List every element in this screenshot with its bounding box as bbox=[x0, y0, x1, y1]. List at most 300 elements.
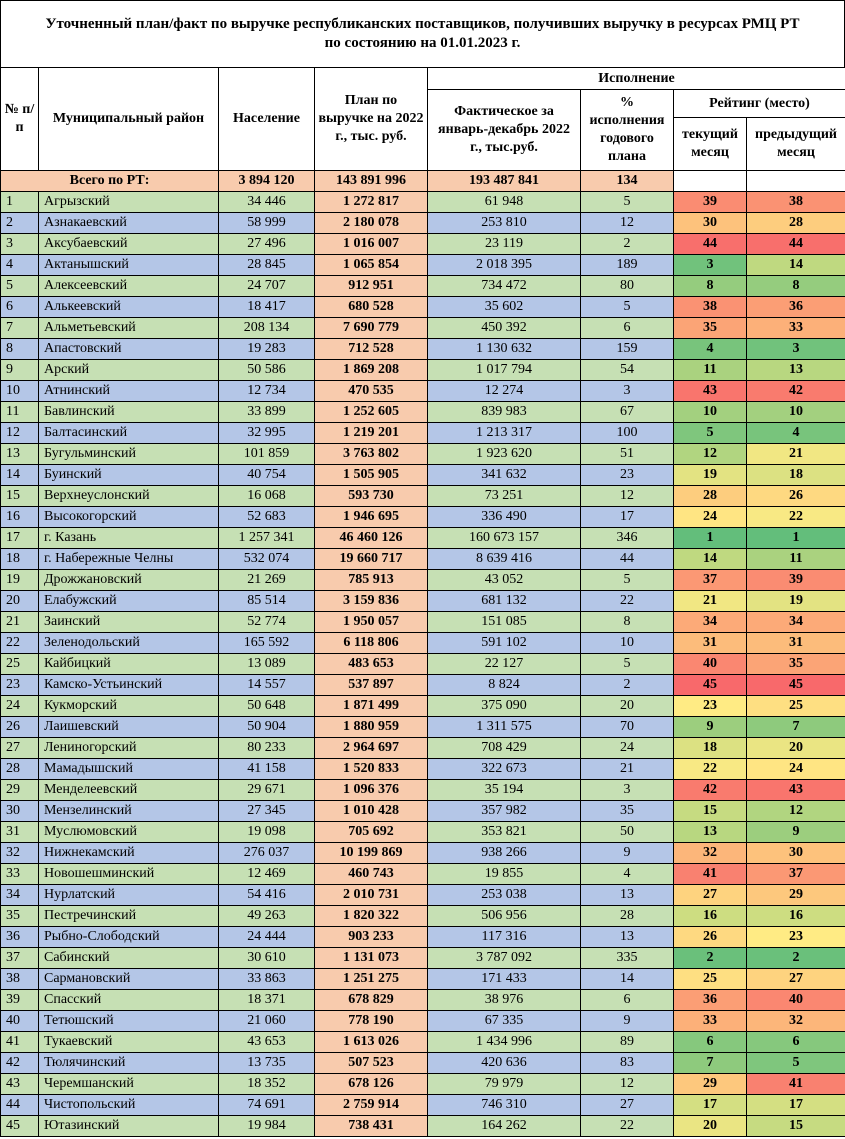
row-number: 1 bbox=[1, 192, 39, 213]
previous-rank-cell: 4 bbox=[747, 423, 845, 444]
previous-rank-cell: 15 bbox=[747, 1116, 845, 1137]
table-row bbox=[1, 927, 845, 948]
percent-cell: 28 bbox=[581, 906, 674, 927]
table-row bbox=[1, 948, 845, 969]
plan-cell: 678 126 bbox=[315, 1074, 428, 1095]
table-row bbox=[1, 570, 845, 591]
total-previous-rank bbox=[747, 171, 845, 192]
current-rank-cell: 7 bbox=[674, 1053, 747, 1074]
previous-rank-cell: 19 bbox=[747, 591, 845, 612]
population-cell: 27 345 bbox=[219, 801, 315, 822]
plan-cell: 10 199 869 bbox=[315, 843, 428, 864]
report-title bbox=[0, 0, 845, 68]
percent-cell: 189 bbox=[581, 255, 674, 276]
table-row bbox=[1, 381, 845, 402]
population-cell: 34 446 bbox=[219, 192, 315, 213]
district-name: г. Набережные Челны bbox=[39, 549, 219, 570]
percent-cell: 8 bbox=[581, 612, 674, 633]
plan-cell: 46 460 126 bbox=[315, 528, 428, 549]
previous-rank-cell: 27 bbox=[747, 969, 845, 990]
population-cell: 21 269 bbox=[219, 570, 315, 591]
percent-cell: 89 bbox=[581, 1032, 674, 1053]
percent-cell: 13 bbox=[581, 885, 674, 906]
percent-cell: 12 bbox=[581, 213, 674, 234]
current-rank-cell: 2 bbox=[674, 948, 747, 969]
previous-rank-cell: 20 bbox=[747, 738, 845, 759]
fact-cell: 322 673 bbox=[428, 759, 581, 780]
population-cell: 54 416 bbox=[219, 885, 315, 906]
row-number: 44 bbox=[1, 1095, 39, 1116]
percent-cell: 9 bbox=[581, 1011, 674, 1032]
previous-rank-cell: 11 bbox=[747, 549, 845, 570]
current-rank-cell: 14 bbox=[674, 549, 747, 570]
plan-cell: 1 252 605 bbox=[315, 402, 428, 423]
revenue-table bbox=[0, 67, 845, 1137]
percent-cell: 22 bbox=[581, 591, 674, 612]
fact-cell: 8 824 bbox=[428, 675, 581, 696]
population-cell: 29 671 bbox=[219, 780, 315, 801]
row-number: 32 bbox=[1, 843, 39, 864]
current-rank-cell: 29 bbox=[674, 1074, 747, 1095]
fact-cell: 160 673 157 bbox=[428, 528, 581, 549]
plan-cell: 7 690 779 bbox=[315, 318, 428, 339]
current-rank-cell: 23 bbox=[674, 696, 747, 717]
plan-cell: 2 180 078 bbox=[315, 213, 428, 234]
population-cell: 19 098 bbox=[219, 822, 315, 843]
district-name: Мензелинский bbox=[39, 801, 219, 822]
previous-rank-cell: 45 bbox=[747, 675, 845, 696]
table-row bbox=[1, 885, 845, 906]
previous-rank-cell: 38 bbox=[747, 192, 845, 213]
row-number: 27 bbox=[1, 738, 39, 759]
previous-rank-cell: 23 bbox=[747, 927, 845, 948]
district-name: Камско-Устьинский bbox=[39, 675, 219, 696]
district-name: Балтасинский bbox=[39, 423, 219, 444]
row-number: 12 bbox=[1, 423, 39, 444]
row-number: 17 bbox=[1, 528, 39, 549]
table-row bbox=[1, 969, 845, 990]
row-number: 16 bbox=[1, 507, 39, 528]
row-number: 30 bbox=[1, 801, 39, 822]
previous-rank-cell: 40 bbox=[747, 990, 845, 1011]
table-row bbox=[1, 1095, 845, 1116]
table-row bbox=[1, 402, 845, 423]
percent-cell: 51 bbox=[581, 444, 674, 465]
current-rank-cell: 6 bbox=[674, 1032, 747, 1053]
current-rank-cell: 8 bbox=[674, 276, 747, 297]
district-name: Лаишевский bbox=[39, 717, 219, 738]
population-cell: 52 683 bbox=[219, 507, 315, 528]
table-row bbox=[1, 1074, 845, 1095]
district-name: Менделеевский bbox=[39, 780, 219, 801]
row-number: 29 bbox=[1, 780, 39, 801]
district-name: Сабинский bbox=[39, 948, 219, 969]
population-cell: 101 859 bbox=[219, 444, 315, 465]
table-row bbox=[1, 423, 845, 444]
population-cell: 50 648 bbox=[219, 696, 315, 717]
fact-cell: 506 956 bbox=[428, 906, 581, 927]
previous-rank-cell: 42 bbox=[747, 381, 845, 402]
table-row bbox=[1, 612, 845, 633]
previous-rank-cell: 12 bbox=[747, 801, 845, 822]
percent-cell: 2 bbox=[581, 675, 674, 696]
plan-cell: 1 251 275 bbox=[315, 969, 428, 990]
percent-cell: 12 bbox=[581, 1074, 674, 1095]
table-row bbox=[1, 633, 845, 654]
header-plan: План по выручке на 2022 г., тыс. руб. bbox=[315, 68, 428, 171]
district-name: Кукморский bbox=[39, 696, 219, 717]
plan-cell: 1 219 201 bbox=[315, 423, 428, 444]
district-name: Пестречинский bbox=[39, 906, 219, 927]
percent-cell: 5 bbox=[581, 192, 674, 213]
percent-cell: 6 bbox=[581, 990, 674, 1011]
fact-cell: 22 127 bbox=[428, 654, 581, 675]
district-name: Арский bbox=[39, 360, 219, 381]
plan-cell: 19 660 717 bbox=[315, 549, 428, 570]
fact-cell: 8 639 416 bbox=[428, 549, 581, 570]
header-previous-month: предыдущий месяц bbox=[747, 118, 845, 171]
previous-rank-cell: 9 bbox=[747, 822, 845, 843]
total-percent: 134 bbox=[581, 171, 674, 192]
fact-cell: 708 429 bbox=[428, 738, 581, 759]
previous-rank-cell: 24 bbox=[747, 759, 845, 780]
plan-cell: 705 692 bbox=[315, 822, 428, 843]
current-rank-cell: 18 bbox=[674, 738, 747, 759]
row-number: 15 bbox=[1, 486, 39, 507]
current-rank-cell: 41 bbox=[674, 864, 747, 885]
row-number: 42 bbox=[1, 1053, 39, 1074]
percent-cell: 44 bbox=[581, 549, 674, 570]
percent-cell: 54 bbox=[581, 360, 674, 381]
fact-cell: 1 017 794 bbox=[428, 360, 581, 381]
current-rank-cell: 45 bbox=[674, 675, 747, 696]
percent-cell: 20 bbox=[581, 696, 674, 717]
total-population: 3 894 120 bbox=[219, 171, 315, 192]
previous-rank-cell: 43 bbox=[747, 780, 845, 801]
row-number: 20 bbox=[1, 591, 39, 612]
percent-cell: 2 bbox=[581, 234, 674, 255]
header-rating: Рейтинг (место) bbox=[674, 90, 845, 118]
district-name: Зеленодольский bbox=[39, 633, 219, 654]
table-row bbox=[1, 675, 845, 696]
current-rank-cell: 30 bbox=[674, 213, 747, 234]
plan-cell: 507 523 bbox=[315, 1053, 428, 1074]
current-rank-cell: 16 bbox=[674, 906, 747, 927]
fact-cell: 38 976 bbox=[428, 990, 581, 1011]
header-num: № п/п bbox=[1, 68, 39, 171]
population-cell: 276 037 bbox=[219, 843, 315, 864]
plan-cell: 1 869 208 bbox=[315, 360, 428, 381]
percent-cell: 5 bbox=[581, 654, 674, 675]
table-row bbox=[1, 1053, 845, 1074]
previous-rank-cell: 25 bbox=[747, 696, 845, 717]
plan-cell: 6 118 806 bbox=[315, 633, 428, 654]
fact-cell: 2 018 395 bbox=[428, 255, 581, 276]
table-header bbox=[1, 68, 845, 171]
previous-rank-cell: 14 bbox=[747, 255, 845, 276]
district-name: Спасский bbox=[39, 990, 219, 1011]
plan-cell: 483 653 bbox=[315, 654, 428, 675]
population-cell: 24 707 bbox=[219, 276, 315, 297]
population-cell: 16 068 bbox=[219, 486, 315, 507]
fact-cell: 35 194 bbox=[428, 780, 581, 801]
table-row bbox=[1, 696, 845, 717]
percent-cell: 6 bbox=[581, 318, 674, 339]
district-name: Алькеевский bbox=[39, 297, 219, 318]
previous-rank-cell: 18 bbox=[747, 465, 845, 486]
fact-cell: 341 632 bbox=[428, 465, 581, 486]
fact-cell: 734 472 bbox=[428, 276, 581, 297]
table-body bbox=[1, 171, 845, 1137]
current-rank-cell: 36 bbox=[674, 990, 747, 1011]
fact-cell: 12 274 bbox=[428, 381, 581, 402]
percent-cell: 22 bbox=[581, 1116, 674, 1137]
district-name: Тюлячинский bbox=[39, 1053, 219, 1074]
district-name: Заинский bbox=[39, 612, 219, 633]
fact-cell: 79 979 bbox=[428, 1074, 581, 1095]
total-label: Всего по РТ: bbox=[1, 171, 219, 192]
current-rank-cell: 25 bbox=[674, 969, 747, 990]
fact-cell: 353 821 bbox=[428, 822, 581, 843]
population-cell: 14 557 bbox=[219, 675, 315, 696]
population-cell: 1 257 341 bbox=[219, 528, 315, 549]
table-row bbox=[1, 843, 845, 864]
fact-cell: 839 983 bbox=[428, 402, 581, 423]
row-number: 34 bbox=[1, 885, 39, 906]
total-current-rank bbox=[674, 171, 747, 192]
plan-cell: 1 871 499 bbox=[315, 696, 428, 717]
population-cell: 13 735 bbox=[219, 1053, 315, 1074]
table-row bbox=[1, 780, 845, 801]
current-rank-cell: 40 bbox=[674, 654, 747, 675]
current-rank-cell: 13 bbox=[674, 822, 747, 843]
population-cell: 43 653 bbox=[219, 1032, 315, 1053]
current-rank-cell: 31 bbox=[674, 633, 747, 654]
previous-rank-cell: 29 bbox=[747, 885, 845, 906]
table-row bbox=[1, 339, 845, 360]
population-cell: 80 233 bbox=[219, 738, 315, 759]
row-number: 21 bbox=[1, 612, 39, 633]
district-name: Аксубаевский bbox=[39, 234, 219, 255]
fact-cell: 591 102 bbox=[428, 633, 581, 654]
district-name: Черемшанский bbox=[39, 1074, 219, 1095]
plan-cell: 460 743 bbox=[315, 864, 428, 885]
previous-rank-cell: 34 bbox=[747, 612, 845, 633]
previous-rank-cell: 35 bbox=[747, 654, 845, 675]
table-row bbox=[1, 297, 845, 318]
current-rank-cell: 3 bbox=[674, 255, 747, 276]
fact-cell: 253 038 bbox=[428, 885, 581, 906]
plan-cell: 778 190 bbox=[315, 1011, 428, 1032]
current-rank-cell: 17 bbox=[674, 1095, 747, 1116]
current-rank-cell: 5 bbox=[674, 423, 747, 444]
current-rank-cell: 24 bbox=[674, 507, 747, 528]
population-cell: 50 586 bbox=[219, 360, 315, 381]
row-number: 9 bbox=[1, 360, 39, 381]
previous-rank-cell: 30 bbox=[747, 843, 845, 864]
plan-cell: 3 763 802 bbox=[315, 444, 428, 465]
table-row bbox=[1, 591, 845, 612]
percent-cell: 12 bbox=[581, 486, 674, 507]
percent-cell: 346 bbox=[581, 528, 674, 549]
row-number: 13 bbox=[1, 444, 39, 465]
row-number: 10 bbox=[1, 381, 39, 402]
current-rank-cell: 10 bbox=[674, 402, 747, 423]
previous-rank-cell: 31 bbox=[747, 633, 845, 654]
fact-cell: 19 855 bbox=[428, 864, 581, 885]
current-rank-cell: 42 bbox=[674, 780, 747, 801]
population-cell: 24 444 bbox=[219, 927, 315, 948]
header-current-month: текущий месяц bbox=[674, 118, 747, 171]
district-name: Азнакаевский bbox=[39, 213, 219, 234]
previous-rank-cell: 22 bbox=[747, 507, 845, 528]
row-number: 19 bbox=[1, 570, 39, 591]
row-number: 3 bbox=[1, 234, 39, 255]
previous-rank-cell: 3 bbox=[747, 339, 845, 360]
percent-cell: 3 bbox=[581, 780, 674, 801]
current-rank-cell: 22 bbox=[674, 759, 747, 780]
plan-cell: 1 016 007 bbox=[315, 234, 428, 255]
table-row bbox=[1, 465, 845, 486]
current-rank-cell: 35 bbox=[674, 318, 747, 339]
district-name: Ютазинский bbox=[39, 1116, 219, 1137]
percent-cell: 9 bbox=[581, 843, 674, 864]
plan-cell: 593 730 bbox=[315, 486, 428, 507]
fact-cell: 1 311 575 bbox=[428, 717, 581, 738]
percent-cell: 70 bbox=[581, 717, 674, 738]
population-cell: 12 469 bbox=[219, 864, 315, 885]
current-rank-cell: 28 bbox=[674, 486, 747, 507]
previous-rank-cell: 10 bbox=[747, 402, 845, 423]
population-cell: 19 283 bbox=[219, 339, 315, 360]
district-name: Тукаевский bbox=[39, 1032, 219, 1053]
previous-rank-cell: 39 bbox=[747, 570, 845, 591]
row-number: 36 bbox=[1, 927, 39, 948]
percent-cell: 50 bbox=[581, 822, 674, 843]
population-cell: 165 592 bbox=[219, 633, 315, 654]
plan-cell: 785 913 bbox=[315, 570, 428, 591]
previous-rank-cell: 7 bbox=[747, 717, 845, 738]
header-district: Муниципальный район bbox=[39, 68, 219, 171]
population-cell: 41 158 bbox=[219, 759, 315, 780]
plan-cell: 1 131 073 bbox=[315, 948, 428, 969]
report-title-line1: Уточненный план/факт по выручке республиканских поставщиков, получивших выручку в ресурсах РМЦ РТ bbox=[45, 16, 800, 32]
current-rank-cell: 15 bbox=[674, 801, 747, 822]
population-cell: 74 691 bbox=[219, 1095, 315, 1116]
row-number: 14 bbox=[1, 465, 39, 486]
population-cell: 18 417 bbox=[219, 297, 315, 318]
current-rank-cell: 43 bbox=[674, 381, 747, 402]
fact-cell: 375 090 bbox=[428, 696, 581, 717]
population-cell: 19 984 bbox=[219, 1116, 315, 1137]
plan-cell: 2 759 914 bbox=[315, 1095, 428, 1116]
population-cell: 21 060 bbox=[219, 1011, 315, 1032]
previous-rank-cell: 41 bbox=[747, 1074, 845, 1095]
fact-cell: 336 490 bbox=[428, 507, 581, 528]
percent-cell: 100 bbox=[581, 423, 674, 444]
row-number: 40 bbox=[1, 1011, 39, 1032]
previous-rank-cell: 28 bbox=[747, 213, 845, 234]
row-number: 8 bbox=[1, 339, 39, 360]
district-name: Апастовский bbox=[39, 339, 219, 360]
plan-cell: 680 528 bbox=[315, 297, 428, 318]
percent-cell: 24 bbox=[581, 738, 674, 759]
district-name: Высокогорский bbox=[39, 507, 219, 528]
table-row bbox=[1, 318, 845, 339]
percent-cell: 5 bbox=[581, 297, 674, 318]
row-number: 38 bbox=[1, 969, 39, 990]
plan-cell: 712 528 bbox=[315, 339, 428, 360]
fact-cell: 1 213 317 bbox=[428, 423, 581, 444]
district-name: Актанышский bbox=[39, 255, 219, 276]
plan-cell: 1 820 322 bbox=[315, 906, 428, 927]
district-name: Лениногорский bbox=[39, 738, 219, 759]
district-name: Дрожжановский bbox=[39, 570, 219, 591]
row-number: 39 bbox=[1, 990, 39, 1011]
table-row bbox=[1, 906, 845, 927]
table-row bbox=[1, 1116, 845, 1137]
previous-rank-cell: 16 bbox=[747, 906, 845, 927]
table-row bbox=[1, 549, 845, 570]
district-name: Рыбно-Слободский bbox=[39, 927, 219, 948]
population-cell: 49 263 bbox=[219, 906, 315, 927]
percent-cell: 4 bbox=[581, 864, 674, 885]
current-rank-cell: 21 bbox=[674, 591, 747, 612]
population-cell: 32 995 bbox=[219, 423, 315, 444]
plan-cell: 470 535 bbox=[315, 381, 428, 402]
table-row bbox=[1, 1032, 845, 1053]
plan-cell: 1 010 428 bbox=[315, 801, 428, 822]
fact-cell: 3 787 092 bbox=[428, 948, 581, 969]
current-rank-cell: 37 bbox=[674, 570, 747, 591]
table-row bbox=[1, 213, 845, 234]
table-row bbox=[1, 486, 845, 507]
row-number: 22 bbox=[1, 633, 39, 654]
previous-rank-cell: 8 bbox=[747, 276, 845, 297]
fact-cell: 420 636 bbox=[428, 1053, 581, 1074]
table-row bbox=[1, 276, 845, 297]
fact-cell: 117 316 bbox=[428, 927, 581, 948]
percent-cell: 10 bbox=[581, 633, 674, 654]
row-number: 2 bbox=[1, 213, 39, 234]
header-population: Население bbox=[219, 68, 315, 171]
fact-cell: 1 923 620 bbox=[428, 444, 581, 465]
plan-cell: 1 946 695 bbox=[315, 507, 428, 528]
percent-cell: 13 bbox=[581, 927, 674, 948]
row-number: 45 bbox=[1, 1116, 39, 1137]
plan-cell: 1 520 833 bbox=[315, 759, 428, 780]
row-number: 6 bbox=[1, 297, 39, 318]
previous-rank-cell: 26 bbox=[747, 486, 845, 507]
percent-cell: 21 bbox=[581, 759, 674, 780]
fact-cell: 357 982 bbox=[428, 801, 581, 822]
plan-cell: 738 431 bbox=[315, 1116, 428, 1137]
fact-cell: 164 262 bbox=[428, 1116, 581, 1137]
current-rank-cell: 32 bbox=[674, 843, 747, 864]
plan-cell: 903 233 bbox=[315, 927, 428, 948]
current-rank-cell: 26 bbox=[674, 927, 747, 948]
population-cell: 27 496 bbox=[219, 234, 315, 255]
plan-cell: 1 065 854 bbox=[315, 255, 428, 276]
row-number: 23 bbox=[1, 675, 39, 696]
district-name: Альметьевский bbox=[39, 318, 219, 339]
current-rank-cell: 33 bbox=[674, 1011, 747, 1032]
table-row bbox=[1, 192, 845, 213]
previous-rank-cell: 6 bbox=[747, 1032, 845, 1053]
report-title-line2: по состоянию на 01.01.2023 г. bbox=[324, 35, 521, 51]
table-row bbox=[1, 507, 845, 528]
percent-cell: 335 bbox=[581, 948, 674, 969]
